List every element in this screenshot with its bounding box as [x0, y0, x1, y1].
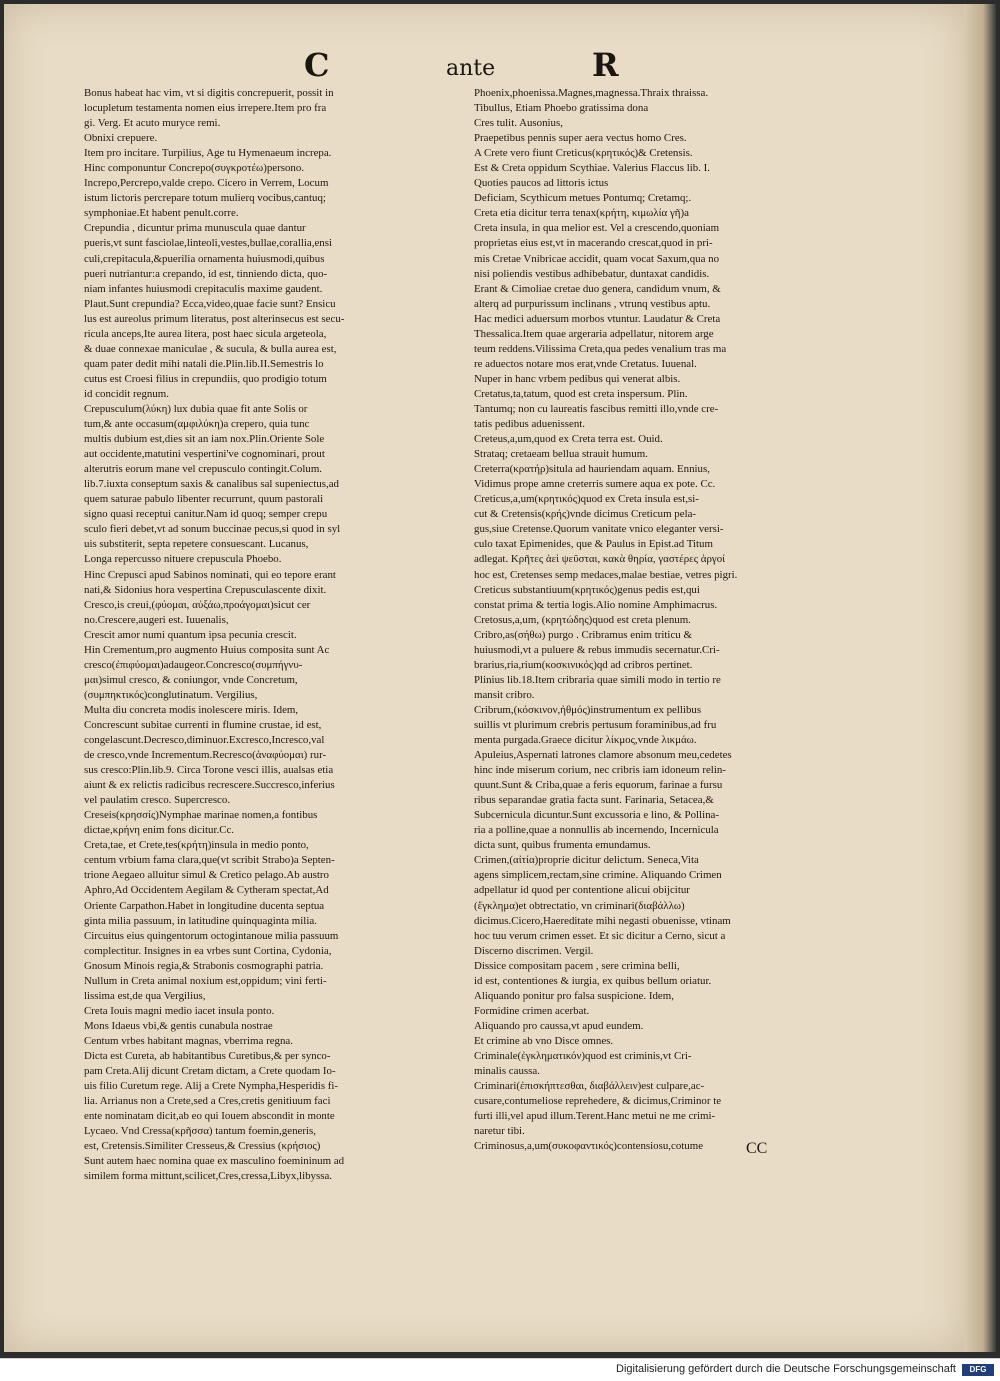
text-line: Thessalica.Item quae argeraria adpellatur, nitorem arge: [474, 327, 714, 340]
text-line: hinc inde miserum corium, nec cribris iam idoneum relin-: [474, 764, 726, 777]
text-line: Hinc Crepusci apud Sabinos nominati, qui eo tepore erant: [84, 568, 336, 581]
header-middle-word: ante: [446, 56, 496, 81]
text-line: Erant & Cimoliae cretae duo genera, candidum vnum, &: [474, 282, 721, 295]
text-line: Tibullus, Etiam Phoebo gratissima dona: [474, 102, 649, 115]
right-text-column: [474, 86, 846, 1154]
text-line: Creta,tae, et Crete,tes(κρήτη)insula in medio ponto,: [84, 839, 309, 852]
text-line: symphoniae.Et habent penult.corre.: [84, 207, 239, 220]
text-line: lus est aureolus primum literatus, post alterinsecus est secu-: [84, 312, 345, 325]
text-line: Bonus habeat hac vim, vt si digitis concrepuerit, possit in: [84, 87, 334, 99]
text-line: Subcernicula dicuntur.Sunt excussoria e lino, & Pollina-: [474, 809, 719, 822]
text-line: Mons Idaeus vbi,& gentis cunabula nostrae: [84, 1019, 273, 1032]
dfg-logo: DFG: [962, 1364, 994, 1376]
text-line: ria a polline,quae a nonnullis ab incernendo, Incernicula: [474, 824, 719, 837]
text-line: Criminosus,a,um(συκοφαντικός)contensiosu,cotume: [474, 1140, 704, 1153]
text-line: Formidine crimen acerbat.: [474, 1004, 590, 1017]
signature-mark: CC: [746, 1140, 768, 1157]
text-line: Hac medici aduersum morbos vtuntur. Laudatur & Creta: [474, 312, 721, 325]
text-line: vel paulatim cresco. Supercresco.: [84, 794, 231, 807]
text-line: adlegat. Κρῆτες ἀεὶ ψεῦσται, κακὰ θηρία, γαστέρες ἀργοί: [474, 553, 726, 566]
text-line: huiusmodi,vt a puluere & rebus immudis secernatur.Cri-: [474, 643, 720, 656]
text-line: Est & Creta oppidum Scythiae. Valerius Flaccus lib. I.: [474, 162, 711, 175]
text-line: adpellatur id quod per contentione alicui obijcitur: [474, 884, 690, 897]
text-line: Criminari(ἐπισκήπτεσθαι, διαβάλλειν)est culpare,ac-: [474, 1080, 705, 1093]
text-line: lib.7.iuxta conseptum saxis & canalibus sal supeniectus,ad: [84, 478, 339, 491]
text-line: cusare,contumeliose reprehedere, & dicimus,Criminor te: [474, 1095, 722, 1108]
text-line: quunt.Sunt & Criba,quae a feris equorum, farinae a fursu: [474, 779, 723, 792]
text-line: istum lictoris percrepare totum mulierq vocibus,cantuq;: [84, 192, 326, 205]
page-edge-strip: [964, 4, 996, 1352]
text-line: ginta milia passuum, in latitudine quinquaginta milia.: [84, 914, 317, 927]
text-line: cut & Cretensis(κρής)vnde dicimus Creticum pela-: [474, 508, 697, 521]
text-line: Cres tulit. Ausonius,: [474, 117, 563, 130]
text-line: centum vrbium fama clara,que(vt scribit Strabo)a Septen-: [84, 854, 335, 867]
text-line: alterutris eorum mane vel crepusculo contingit.Colum.: [84, 463, 323, 476]
text-line: Et crimine ab vno Disce omnes.: [474, 1034, 614, 1047]
text-line: id concidit regnum.: [84, 387, 169, 400]
text-line: mansit cribro.: [474, 688, 535, 701]
text-line: Creterra(κρατήρ)situla ad hauriendam aquam. Ennius,: [474, 463, 710, 476]
left-text-column: [84, 86, 444, 1184]
text-line: Aliquando pro caussa,vt apud eundem.: [474, 1019, 644, 1032]
footer-bar: [0, 1358, 1000, 1381]
text-line: gi. Verg. Et acuto muryce remi.: [84, 117, 221, 130]
text-line: multis dubium est,dies sit an iam nox.Plin.Oriente Sole: [84, 433, 325, 446]
text-line: Tantumq; non cu laureatis fascibus remitti illo,vnde cre-: [474, 402, 719, 415]
text-line: sculo fieri debet,vt ad sonum buccinae pecus,si quod in syl: [84, 523, 341, 536]
text-line: niam infantes huiusmodi crepitaculis maxime gaudent.: [84, 282, 323, 295]
text-line: cresco(ἐπιφύομαι)adaugeor.Concresco(συμπήγνυ-: [84, 658, 303, 671]
text-line: minalis caussa.: [474, 1065, 540, 1078]
text-line: ribus separandae gratia facta sunt. Farinaria, Setacea,&: [474, 794, 714, 807]
text-line: congelascunt.Decresco,diminuor.Excresco,Incresco,val: [84, 734, 325, 747]
text-line: μαι)simul cresco, & coniungor, vnde Concretum,: [84, 673, 298, 686]
text-line: proprietas eius est,vt in macerando crescat,quod in pri-: [474, 237, 713, 250]
text-line: aiunt & ex relictis radicibus recrescere.Succresco,inferius: [84, 779, 335, 792]
text-line: mis Cretae Vnibricae accidit, quam vocat Saxum,qua no: [474, 252, 720, 265]
text-line: nisi poliendis vestibus adhibebatur, duntaxat candidis.: [474, 267, 710, 280]
text-line: Vidimus prope amne creterris sumere aqua ex pote. Cc.: [474, 478, 716, 491]
text-line: Creta insula, in qua melior est. Vel a crescendo,quoniam: [474, 222, 720, 235]
text-line: quem saturae pabulo libenter recurrunt, quum pastorali: [84, 493, 324, 506]
text-line: quam pater dedit mihi natali die.Plin.lib.II.Semestris lo: [84, 357, 324, 370]
text-line: Nullum in Creta animal noxium est,oppidum; vini ferti-: [84, 974, 327, 987]
text-line: re aduectos notare mos erat,vnde Cretatus. Iuuenal.: [474, 357, 697, 370]
text-line: similem forma mittunt,scilicet,Cres,cressa,Libyx,libyssa.: [84, 1170, 333, 1183]
text-line: signo quasi receptui canitur.Nam id quoq; semper crepu: [84, 508, 328, 521]
text-line: Crimen,(αἰτία)proprie dicitur delictum. Seneca,Vita: [474, 854, 699, 867]
text-line: est, Cretensis.Similiter Cresseus,& Cressius (κρήσιος): [84, 1140, 321, 1153]
text-line: tum,& ante occasum(αμφιλύκη)a crepero, quia tunc: [84, 418, 310, 431]
text-line: Quoties paucos ad littoris ictus: [474, 177, 609, 190]
text-line: Creta Iouis magni medio iacet insula ponto.: [84, 1004, 275, 1017]
text-line: Aphro,Ad Occidentem Aegilam & Cytheram spectat,Ad: [84, 884, 329, 897]
text-line: constat prima & tertia logis.Alio nomine Amphimacrus.: [474, 598, 718, 611]
text-line: A Crete vero fiunt Creticus(κρητικός)& Cretensis.: [474, 147, 693, 160]
text-line: Obnixi crepuere.: [84, 132, 158, 145]
text-line: (συμπηκτικός)conglutinatum. Vergilius,: [84, 688, 258, 701]
text-line: tatis pedibus aduenissent.: [474, 418, 586, 431]
text-line: Hin Crementum,pro augmento Huius composita sunt Ac: [84, 643, 330, 656]
text-line: furti illi,vel apud illum.Terent.Hanc metui ne me crimi-: [474, 1110, 716, 1123]
text-line: dicta sunt, quibus frumenta emundamus.: [474, 839, 651, 852]
text-line: locupletum testamenta nomen eius irrepere.Item pro fra: [84, 102, 327, 115]
text-line: lia. Arrianus non a Crete,sed a Cres,cretis genitiuum faci: [84, 1095, 331, 1108]
text-line: Creseis(κρησσίς)Nymphae marinae nomen,a fontibus: [84, 809, 318, 822]
text-line: Phoenix,phoenissa.Magnes,magnessa.Thraix thraissa.: [474, 87, 709, 99]
text-line: ente nominatam dicit,ab eo qui Iouem abscondit in monte: [84, 1110, 335, 1123]
text-line: Cretosus,a,um, (κρητώδης)quod est creta plenum.: [474, 613, 691, 626]
text-line: brarius,ria,rium(κοσκινικός)qd ad cribros pertinet.: [474, 658, 693, 671]
text-line: uis substiterit, septa repetere consuescant. Lucanus,: [84, 538, 309, 551]
text-line: Sunt autem haec nomina quae ex masculino foemininum ad: [84, 1155, 345, 1168]
text-line: Longa repercusso nituere crepuscula Phoebo.: [84, 553, 282, 566]
text-line: no.Crescere,augeri est. Iuuenalis,: [84, 613, 229, 626]
text-line: uis filio Curetum rege. Alij a Crete Nympha,Hesperidis fi-: [84, 1080, 339, 1093]
text-line: Plaut.Sunt crepundia? Ecca,video,quae facie sunt? Ensicu: [84, 297, 336, 310]
text-line: Nuper in hanc vrbem pedibus qui venerat albis.: [474, 372, 681, 385]
text-line: Criminale(ἐγκληματικόν)quod est criminis,vt Cri-: [474, 1050, 692, 1062]
text-line: pueris,vt sunt fasciolae,linteoli,vestes,bullae,corallia,ensi: [84, 237, 332, 250]
running-header: [4, 46, 964, 86]
text-line: Gnosum Minois regia,& Strabonis cosmographi patria.: [84, 959, 324, 972]
text-line: Cretatus,ta,tatum, quod est creta inspersum. Plin.: [474, 387, 688, 400]
text-line: Crepundia , dicuntur prima munuscula quae dantur: [84, 222, 306, 235]
text-line: Hinc componuntur Concrepo(συγκροτέω)persono.: [84, 162, 305, 175]
text-line: gus,siue Cretense.Quorum vanitate vnico eleganter versi-: [474, 523, 724, 536]
text-line: Crescit amor numi quantum ipsa pecunia crescit.: [84, 628, 297, 641]
scanned-page: [4, 4, 964, 1352]
text-line: Aliquando ponitur pro falsa suspicione. Idem,: [474, 989, 674, 1002]
text-line: Praepetibus pennis super aera vectus homo Cres.: [474, 132, 687, 145]
text-line: nati,& Sidonius hora vespertina Crepusculascente dixit.: [84, 583, 327, 596]
text-line: Creteus,a,um,quod ex Creta terra est. Ouid.: [474, 433, 663, 446]
text-line: hoc tuu verum crimen esset. Et sic dicitur a Cerno, sicut a: [474, 929, 726, 942]
header-right-letter: R: [592, 46, 619, 84]
text-line: Creticus,a,um(κρητικός)quod ex Creta insula est,si-: [474, 493, 699, 506]
text-line: agens simplicem,rectam,sine crimine. Aliquando Crimen: [474, 869, 722, 882]
text-line: hoc est, Cretenses semp medaces,malae bestiae, vetres pigri.: [474, 568, 738, 581]
text-line: ricula anceps,Ite aurea litera, post haec sicula argeteola,: [84, 327, 327, 340]
text-line: Lycaeo. Vnd Cressa(κρῆσσα) tantum foemin,generis,: [84, 1125, 316, 1138]
text-line: aut occidente,matutini vespertini've cognominari, prout: [84, 448, 325, 461]
text-line: Deficiam, Scythicum metues Pontumq; Cretamq;.: [474, 192, 692, 205]
text-line: Dicta est Cureta, ab habitantibus Curetibus,& per synco-: [84, 1050, 331, 1062]
text-line: naretur tibi.: [474, 1125, 525, 1138]
text-line: complectitur. Insignes in ea vrbes sunt Cortina, Cydonia,: [84, 944, 332, 957]
text-line: id est, contentiones & iurgia, ex quibus bellum oriatur.: [474, 974, 712, 987]
text-line: sus cresco:Plin.lib.9. Circa Torone vesci illis, aualsas etia: [84, 764, 334, 777]
text-line: teum reddens.Vilissima Creta,qua pedes venalium tras ma: [474, 342, 727, 355]
text-line: Concrescunt subitae currenti in flumine crustae, id est,: [84, 718, 322, 731]
text-line: Crepusculum(λύκη) lux dubia quae fit ante Solis or: [84, 402, 308, 415]
text-line: suillis vt plurimum crebris pertusum foraminibus,ad fru: [474, 718, 717, 731]
text-line: Multa diu concreta modis inolescere miris. Idem,: [84, 703, 299, 716]
text-line: Creta etia dicitur terra tenax(κρήτη, κιμωλία γῆ)a: [474, 207, 689, 220]
text-line: trione Aegaeo alluitur simul & Cretico pelago.Ab austro: [84, 869, 329, 882]
text-line: culi,crepitacula,&puerilia ornamenta huiusmodi,quibus: [84, 252, 325, 265]
text-line: Dissice compositam pacem , sere crimina belli,: [474, 959, 680, 972]
text-line: lissima est,de qua Vergilius,: [84, 989, 206, 1002]
text-line: Centum vrbes habitant magnas, vberrima regna.: [84, 1034, 293, 1047]
text-line: culo taxat Epimenides, que & Paulus in Epist.ad Titum: [474, 538, 713, 551]
text-line: Strataq; cretaeam bellua strauit humum.: [474, 448, 648, 461]
footer-credit: Digitalisierung gefördert durch die Deutsche Forschungsgemeinschaft: [616, 1363, 956, 1375]
text-line: Item pro incitare. Turpilius, Age tu Hymenaeum increpa.: [84, 147, 332, 160]
text-line: Circuitus eius quingentorum octogintanoue milia passuum: [84, 929, 339, 942]
text-line: dictae,κρήνη enim fons dicitur.Cc.: [84, 824, 235, 837]
text-line: Creticus substantiuum(κρητικός)genus pedis est,qui: [474, 583, 700, 596]
text-line: Apuleius,Aspernati latrones clamore absonum meu,cedetes: [474, 749, 732, 762]
text-line: menta purgada.Graece dicitur λίκμος,vnde λικμάω.: [474, 734, 697, 747]
text-line: pueri nutriantur:a crepando, id est, tinniendo dicta, quo-: [84, 267, 328, 280]
text-line: Plinius lib.18.Item cribraria quae simili modo in tertio re: [474, 673, 721, 686]
text-line: Cribrum,(κόσκινον,ἠθμός)instrumentum ex pellibus: [474, 703, 702, 716]
text-line: pam Creta.Alij dicunt Cretam dictam, a Crete quodam Io-: [84, 1065, 336, 1078]
text-line: (ἔγκλημα)et obtrectatio, vn criminari(διαβάλλω): [474, 899, 685, 912]
text-line: cutus est Croesi filius in crepundiis, quo prodigio totum: [84, 372, 327, 385]
text-line: Cribro,as(σήθω) purgo . Cribramus enim triticu &: [474, 628, 692, 641]
text-line: dicimus.Cicero,Haereditate mihi negasti obuenisse, vtinam: [474, 914, 731, 927]
header-left-letter: C: [304, 46, 330, 84]
text-line: Discerno discrimen. Vergil.: [474, 944, 594, 957]
text-line: Oriente Carpathon.Habet in longitudine ducenta septua: [84, 899, 325, 912]
text-line: de cresco,vnde Incrementum.Recresco(ἀναφύομαι) rur-: [84, 749, 327, 762]
text-line: & duae connexae maniculae , & sucula, & bulla aurea est,: [84, 342, 337, 355]
text-line: alterq ad purpurissum inclinans , vtrunq vestibus aptu.: [474, 297, 711, 310]
text-line: Cresco,is creui,(φύομαι, αὐξάω,προάγομαι)sicut cer: [84, 598, 311, 611]
text-line: Increpo,Percrepo,valde crepo. Cicero in Verrem, Locum: [84, 177, 329, 190]
